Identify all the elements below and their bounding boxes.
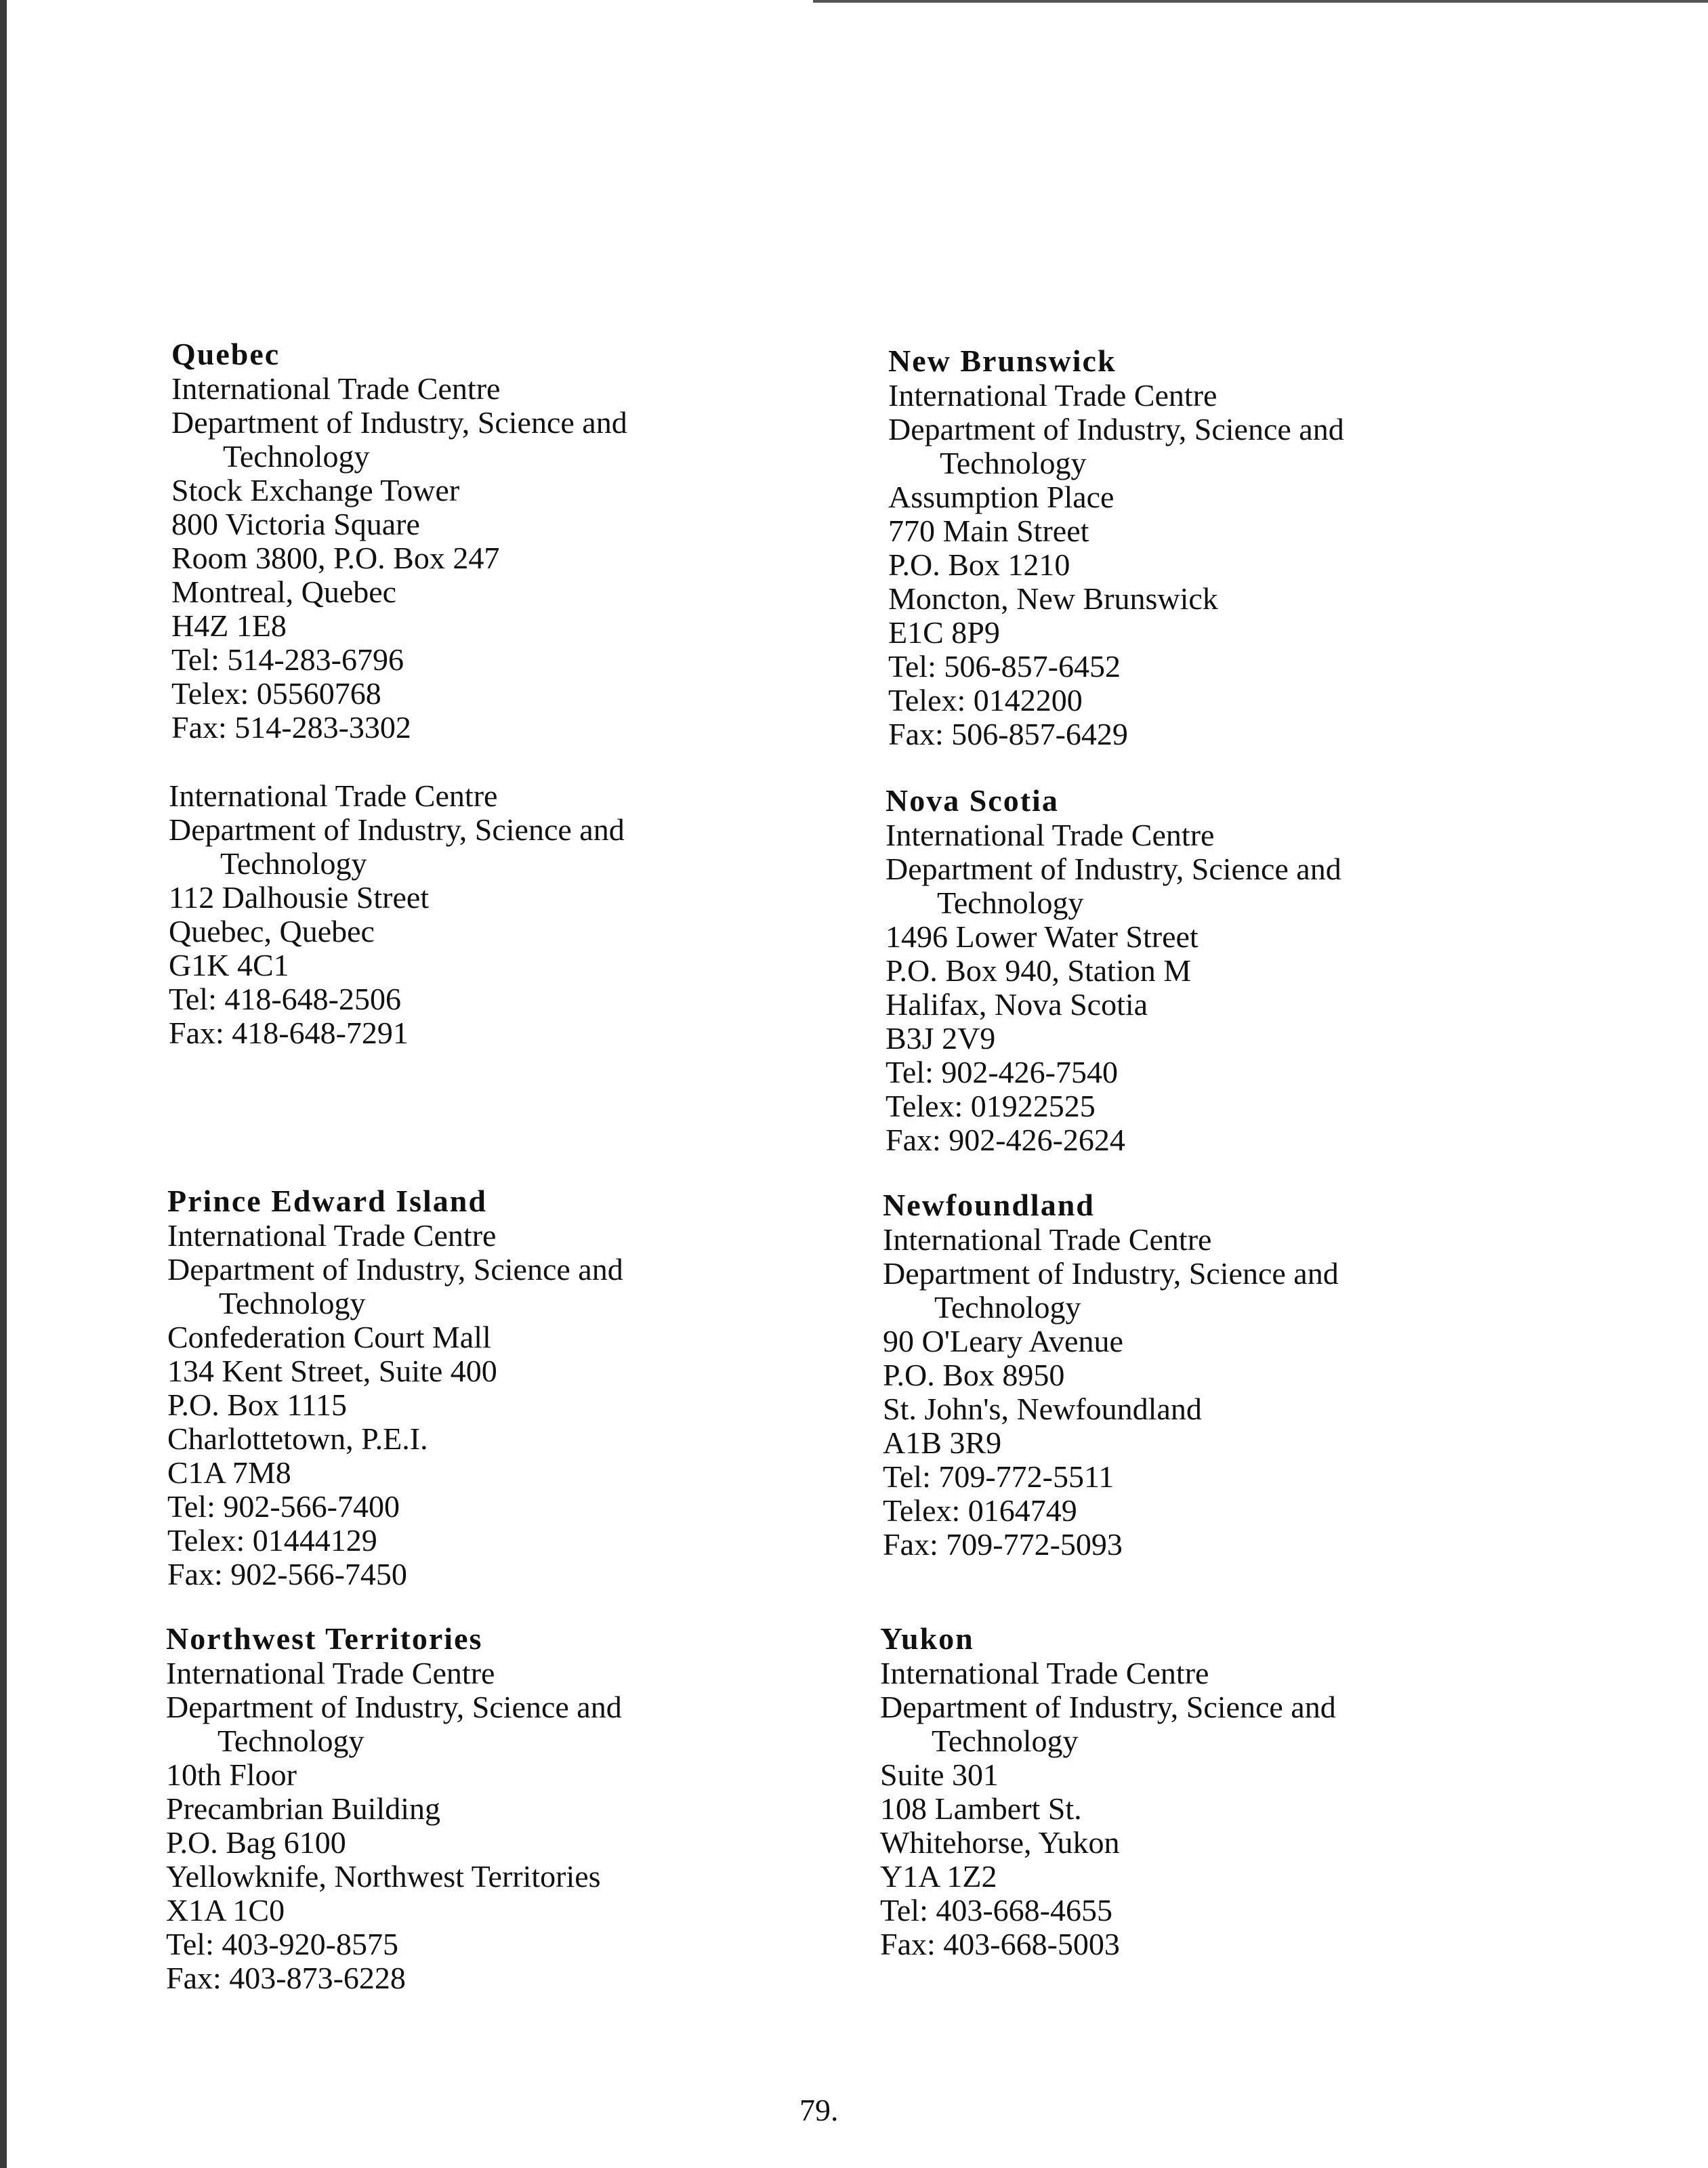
office-line: Fax: 902-426-2624: [886, 1123, 1125, 1157]
office-line: Telex: 01922525: [886, 1089, 1096, 1123]
scan-top-rule: [813, 0, 1708, 3]
office-line: 10th Floor: [166, 1757, 297, 1792]
office-line: Department of Industry, Science and: [883, 1256, 1339, 1291]
office-line: Assumption Place: [888, 480, 1115, 514]
office-line: Tel: 418-648-2506: [169, 982, 402, 1016]
office-line: Telex: 01444129: [167, 1523, 377, 1558]
office-line: Department of Industry, Science and: [171, 405, 627, 440]
office-line: 108 Lambert St.: [880, 1791, 1082, 1826]
office-line: Technology: [223, 439, 370, 474]
office-line: H4Z 1E8: [171, 608, 287, 643]
office-line: Technology: [932, 1724, 1079, 1758]
office-line: International Trade Centre: [888, 378, 1217, 413]
office-line: P.O. Box 1115: [167, 1388, 347, 1422]
office-line: Charlottetown, P.E.I.: [167, 1421, 428, 1456]
office-line: Technology: [940, 446, 1087, 480]
office-yukon: [880, 1621, 1591, 1961]
office-line: 1496 Lower Water Street: [886, 919, 1199, 954]
office-line: Fax: 514-283-3302: [171, 710, 411, 745]
office-line: International Trade Centre: [886, 818, 1215, 852]
office-heading: Northwest Territories: [166, 1621, 483, 1656]
office-heading: New Brunswick: [888, 343, 1117, 378]
office-line: Tel: 902-566-7400: [167, 1489, 400, 1524]
office-line: Precambrian Building: [166, 1791, 440, 1826]
office-line: Confederation Court Mall: [167, 1320, 491, 1354]
office-line: 90 O'Leary Avenue: [883, 1324, 1123, 1358]
office-northwest-territories: [166, 1621, 877, 1995]
office-line: 800 Victoria Square: [171, 507, 420, 541]
office-line: Department of Industry, Science and: [166, 1690, 622, 1724]
office-line: P.O. Box 940, Station M: [886, 953, 1192, 988]
office-quebec-city: [169, 779, 880, 1050]
office-line: Telex: 05560768: [171, 676, 381, 711]
office-line: Fax: 403-873-6228: [166, 1961, 406, 1995]
office-line: Fax: 902-566-7450: [167, 1557, 407, 1591]
office-line: International Trade Centre: [167, 1218, 497, 1253]
office-line: Department of Industry, Science and: [888, 412, 1344, 446]
office-heading: Newfoundland: [883, 1188, 1095, 1222]
office-line: E1C 8P9: [888, 615, 1000, 650]
office-line: Telex: 0164749: [883, 1493, 1077, 1528]
office-line: International Trade Centre: [171, 371, 501, 406]
office-line: Department of Industry, Science and: [880, 1690, 1336, 1724]
office-line: Stock Exchange Tower: [171, 473, 460, 507]
office-line: Technology: [219, 1286, 366, 1320]
office-heading: Prince Edward Island: [167, 1184, 487, 1218]
office-line: International Trade Centre: [166, 1656, 495, 1690]
office-line: 770 Main Street: [888, 514, 1089, 548]
office-quebec-montreal: [171, 337, 883, 745]
office-line: Quebec, Quebec: [169, 914, 375, 948]
office-line: G1K 4C1: [169, 948, 289, 982]
office-new-brunswick: [888, 343, 1600, 751]
office-line: Technology: [937, 885, 1084, 920]
office-heading: Yukon: [880, 1621, 974, 1656]
office-line: Department of Industry, Science and: [169, 812, 625, 847]
office-line: Technology: [217, 1724, 364, 1758]
scan-left-edge: [0, 0, 7, 2168]
office-line: Department of Industry, Science and: [886, 852, 1341, 886]
office-line: International Trade Centre: [883, 1222, 1212, 1257]
office-line: Tel: 403-920-8575: [166, 1927, 399, 1961]
office-line: 134 Kent Street, Suite 400: [167, 1354, 497, 1388]
office-line: Tel: 709-772-5511: [883, 1459, 1115, 1494]
office-line: 112 Dalhousie Street: [169, 880, 430, 915]
office-line: Yellowknife, Northwest Territories: [166, 1859, 601, 1894]
office-line: Montreal, Quebec: [171, 575, 397, 609]
office-nova-scotia: [886, 783, 1597, 1157]
office-line: Telex: 0142200: [888, 683, 1083, 717]
office-line: Moncton, New Brunswick: [888, 581, 1218, 616]
office-heading: Nova Scotia: [886, 783, 1059, 818]
office-line: P.O. Box 8950: [883, 1358, 1065, 1392]
office-line: Halifax, Nova Scotia: [886, 987, 1148, 1022]
office-line: Fax: 403-668-5003: [880, 1927, 1120, 1961]
office-line: St. John's, Newfoundland: [883, 1392, 1202, 1426]
office-line: X1A 1C0: [166, 1893, 285, 1927]
office-line: Department of Industry, Science and: [167, 1252, 623, 1287]
office-newfoundland: [883, 1188, 1594, 1562]
office-prince-edward-island: [167, 1184, 879, 1591]
office-line: Tel: 902-426-7540: [886, 1055, 1119, 1089]
office-line: C1A 7M8: [167, 1455, 291, 1490]
office-line: Fax: 709-772-5093: [883, 1527, 1123, 1562]
office-line: Technology: [934, 1290, 1081, 1325]
office-line: Fax: 506-857-6429: [888, 717, 1128, 751]
office-heading: Quebec: [171, 337, 280, 371]
office-line: Suite 301: [880, 1757, 999, 1792]
office-line: Tel: 514-283-6796: [171, 642, 404, 677]
page-number: 79.: [799, 2093, 839, 2127]
office-line: Tel: 506-857-6452: [888, 649, 1121, 684]
office-line: Technology: [220, 846, 367, 881]
office-line: Fax: 418-648-7291: [169, 1016, 409, 1050]
office-line: International Trade Centre: [169, 778, 498, 813]
office-line: International Trade Centre: [880, 1656, 1209, 1690]
office-line: Y1A 1Z2: [880, 1859, 997, 1894]
office-line: B3J 2V9: [886, 1021, 996, 1056]
office-line: Tel: 403-668-4655: [880, 1893, 1113, 1927]
office-line: Room 3800, P.O. Box 247: [171, 541, 500, 575]
office-line: Whitehorse, Yukon: [880, 1825, 1120, 1860]
office-line: A1B 3R9: [883, 1425, 1002, 1460]
office-line: P.O. Bag 6100: [166, 1825, 346, 1860]
office-line: P.O. Box 1210: [888, 547, 1070, 582]
